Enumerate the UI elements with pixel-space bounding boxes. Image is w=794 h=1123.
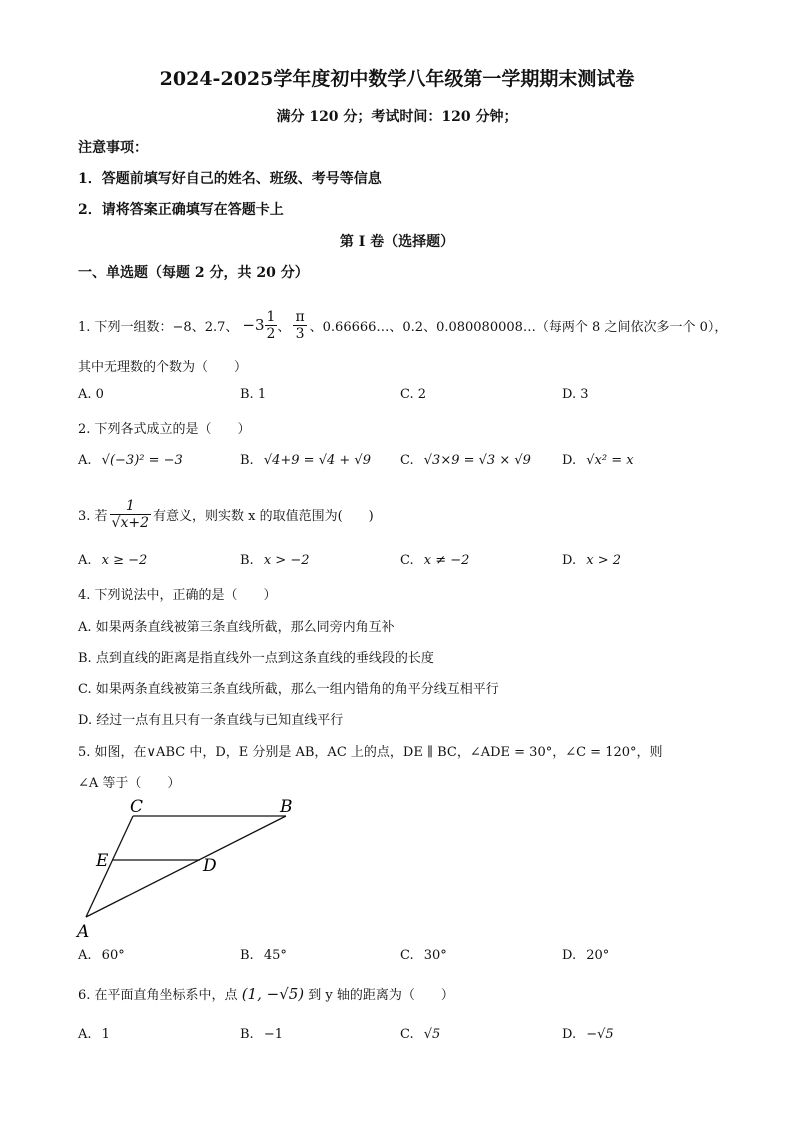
q5-option-d-label: D. <box>562 948 577 963</box>
q6-option-b-label: B. <box>240 1027 254 1042</box>
q6-option-c[interactable] <box>400 1027 440 1042</box>
q3-option-b[interactable] <box>240 553 309 568</box>
q1-option-d[interactable]: D. 3 <box>562 387 589 402</box>
q4-option-b[interactable]: B. 点到直线的距离是指直线外一点到这条直线的垂线段的长度 <box>78 651 434 666</box>
q6-prefix: 6. 在平面直角坐标系中，点 <box>78 988 238 1003</box>
q1-option-c[interactable]: C. 2 <box>400 387 427 402</box>
q6-option-c-label: C. <box>400 1027 414 1042</box>
q3-option-a[interactable] <box>78 553 147 568</box>
question-1-line-2: 其中无理数的个数为（ ） <box>78 360 248 375</box>
q6-option-a[interactable] <box>78 1027 110 1042</box>
q3-option-d[interactable] <box>562 553 621 568</box>
q5-option-d-expr: 20° <box>586 948 610 963</box>
q5-option-c[interactable] <box>400 948 447 963</box>
q1-pi-fraction <box>293 309 306 342</box>
q6-option-d-label: D. <box>562 1027 577 1042</box>
label-b: B <box>280 797 293 817</box>
q2-option-a-label: A. <box>78 453 92 468</box>
question-5-line-2: ∠A 等于（ ） <box>78 776 181 791</box>
q3-option-d-expr: x > 2 <box>586 553 621 568</box>
q5-option-b-expr: 45° <box>263 948 287 963</box>
q3-prefix: 3. 若 <box>78 508 108 524</box>
q5-option-a-label: A. <box>78 948 92 963</box>
q1-option-a[interactable]: A. 0 <box>78 387 104 402</box>
question-2-stem: 2. 下列各式成立的是（ ） <box>78 422 251 437</box>
q2-option-b-expr: √4+9 = √4 + √9 <box>263 453 371 468</box>
q4-option-a[interactable]: A. 如果两条直线被第三条直线所截，那么同旁内角互补 <box>78 620 395 635</box>
q5-option-a[interactable] <box>78 948 125 963</box>
exam-subtitle: 满分 120 分；考试时间：120 分钟； <box>276 109 518 125</box>
q2-option-d-label: D. <box>562 453 577 468</box>
q2-option-a-expr: √(−3)² = −3 <box>101 453 183 468</box>
q1-prefix: 1. 下列一组数：−8、2.7、 <box>78 319 239 335</box>
q3-option-b-label: B. <box>240 553 254 568</box>
q2-option-c-expr: √3×9 = √3 × √9 <box>423 453 531 468</box>
triangle-figure <box>70 792 330 942</box>
q1-mixed-num: 1 <box>266 308 276 325</box>
q1-option-b[interactable]: B. 1 <box>240 387 267 402</box>
q1-pi-den: 3 <box>295 325 305 342</box>
q1-separator: 、 <box>277 319 291 335</box>
q5-option-d[interactable] <box>562 948 609 963</box>
question-5-line-1: 5. 如图，在∨ABC 中，D，E 分别是 AB，AC 上的点，DE ∥ BC，∠ADE = 30°，∠C = 120°，则 <box>78 745 663 760</box>
q6-suffix: 到 y 轴的距离为（ ） <box>308 988 454 1003</box>
q1-mixed-whole: −3 <box>242 316 265 334</box>
notice-item-2: 2．请将答案正确填写在答题卡上 <box>78 202 284 218</box>
exam-title: 2024-2025学年度初中数学八年级第一学期期末测试卷 <box>159 68 635 90</box>
q6-point: (1, −√5) <box>241 985 305 1003</box>
part-title: 一、单选题（每题 2 分，共 20 分） <box>78 265 309 281</box>
q3-option-c[interactable] <box>400 553 469 568</box>
notice-item-1: 1．答题前填写好自己的姓名、班级、考号等信息 <box>78 171 382 187</box>
q6-option-a-label: A. <box>78 1027 92 1042</box>
q1-pi-num: π <box>295 308 305 325</box>
q3-frac-num: 1 <box>110 498 151 515</box>
label-a: A <box>77 922 90 942</box>
label-d: D <box>203 856 217 876</box>
q2-option-b[interactable] <box>240 453 371 468</box>
q6-option-d-expr: −√5 <box>586 1027 614 1042</box>
segment-ac <box>86 816 133 917</box>
q3-option-c-expr: x ≠ −2 <box>423 553 470 568</box>
q6-option-c-expr: √5 <box>423 1027 441 1042</box>
q1-mixed-fraction <box>265 309 278 342</box>
question-3-stem <box>78 492 374 536</box>
q1-mixed-den: 2 <box>266 325 276 342</box>
q2-option-c-label: C. <box>400 453 414 468</box>
q6-option-d[interactable] <box>562 1027 614 1042</box>
q3-option-c-label: C. <box>400 553 414 568</box>
q4-option-d[interactable]: D. 经过一点有且只有一条直线与已知直线平行 <box>78 713 344 728</box>
question-4-stem: 4. 下列说法中，正确的是（ ） <box>78 588 277 603</box>
q1-suffix: 、0.66666…、0.2、0.080080008…（每两个 8 之间依次多一个 0）， <box>309 319 728 335</box>
q5-option-a-expr: 60° <box>101 948 125 963</box>
q3-frac-den: √x+2 <box>111 514 150 531</box>
q2-option-c[interactable] <box>400 453 531 468</box>
q3-option-d-label: D. <box>562 553 577 568</box>
q6-option-b[interactable] <box>240 1027 283 1042</box>
q2-option-a[interactable] <box>78 453 183 468</box>
q3-suffix: 有意义，则实数 x 的取值范围为( ) <box>153 508 374 524</box>
label-c: C <box>130 797 144 817</box>
q6-option-b-expr: −1 <box>263 1027 283 1042</box>
q1-mixed-number <box>242 309 277 342</box>
q3-option-a-label: A. <box>78 553 92 568</box>
question-6-stem <box>78 984 454 1003</box>
q2-option-b-label: B. <box>240 453 254 468</box>
q2-option-d-expr: √x² = x <box>586 453 634 468</box>
q5-option-b[interactable] <box>240 948 287 963</box>
q5-option-c-expr: 30° <box>423 948 447 963</box>
q6-option-a-expr: 1 <box>101 1027 110 1042</box>
q2-option-d[interactable] <box>562 453 634 468</box>
q4-option-c[interactable]: C. 如果两条直线被第三条直线所截，那么一组内错角的角平分线互相平行 <box>78 682 499 697</box>
segment-ab <box>86 816 286 917</box>
notice-heading: 注意事项： <box>78 140 148 156</box>
q3-option-b-expr: x > −2 <box>263 553 310 568</box>
q3-fraction <box>110 498 151 531</box>
volume-title: 第 I 卷（选择题） <box>339 234 455 250</box>
q5-option-c-label: C. <box>400 948 414 963</box>
q3-option-a-expr: x ≥ −2 <box>101 553 148 568</box>
q5-option-b-label: B. <box>240 948 254 963</box>
label-e: E <box>96 851 109 871</box>
question-1-line-1 <box>78 305 727 345</box>
